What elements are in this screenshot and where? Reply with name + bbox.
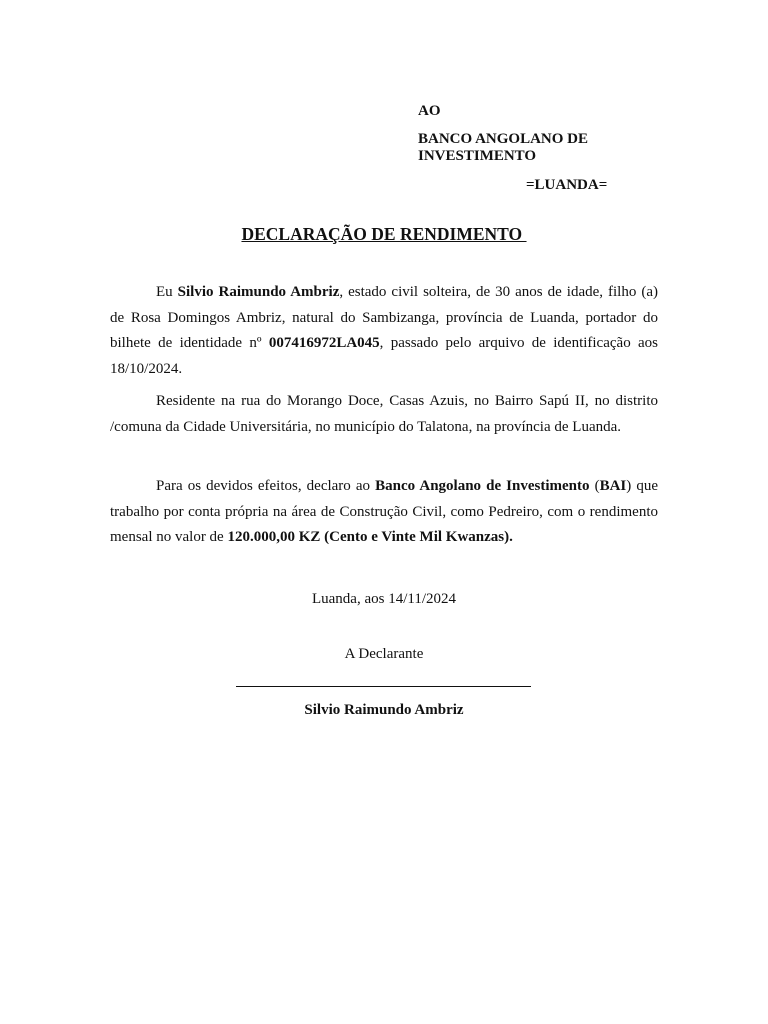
date-line: Luanda, aos 14/11/2024 <box>311 591 456 607</box>
paragraph-residence: Residente na rua do Morango Doce, Casas Azuis, no Bairro Sapú II, no distrito /comuna da Cidade Universitária, no município do Talatona, na província de Luanda. <box>110 393 658 435</box>
p3-text-1: Para os devidos efeitos, declaro ao <box>156 478 376 494</box>
paragraph-identity <box>110 280 658 382</box>
p3-text-2: ( <box>589 478 600 494</box>
document-title: DECLARAÇÃO DE RENDIMENTO <box>241 224 527 244</box>
addressee-prefix: AO <box>418 103 441 119</box>
addressee-bank: BANCO ANGOLANO DE INVESTIMENTO <box>418 131 589 164</box>
p3-bank-acronym: BAI <box>599 478 627 494</box>
paragraph-income <box>110 474 658 551</box>
signature-line <box>236 686 531 687</box>
signature-name: Silvio Raimundo Ambriz <box>304 702 464 718</box>
p1-declarant-name: Silvio Raimundo Ambriz <box>177 284 340 300</box>
addressee-city: =LUANDA= <box>526 177 608 193</box>
p1-text-2: , estado civil solteira, de 30 anos de idade, filho (a) de Rosa Domingos Ambriz, natural do Sambizanga, província de Luanda, portador do bilhete de identidade nº <box>110 284 658 351</box>
p1-text-3: , passado pelo arquivo de identificação aos 18/10/2024. <box>110 335 658 377</box>
p3-amount: 120.000,00 KZ (Cento e Vinte Mil Kwanzas). <box>227 529 513 545</box>
p1-text-1: Eu <box>156 284 178 300</box>
p3-text-3: ) que trabalho por conta própria na área de Construção Civil, como Pedreiro, com o rendimento mensal no valor de <box>110 478 659 545</box>
p1-id-number: 007416972LA045 <box>268 335 380 351</box>
declarant-label: A Declarante <box>344 646 424 662</box>
p3-bank-name: Banco Angolano de Investimento <box>375 478 590 494</box>
